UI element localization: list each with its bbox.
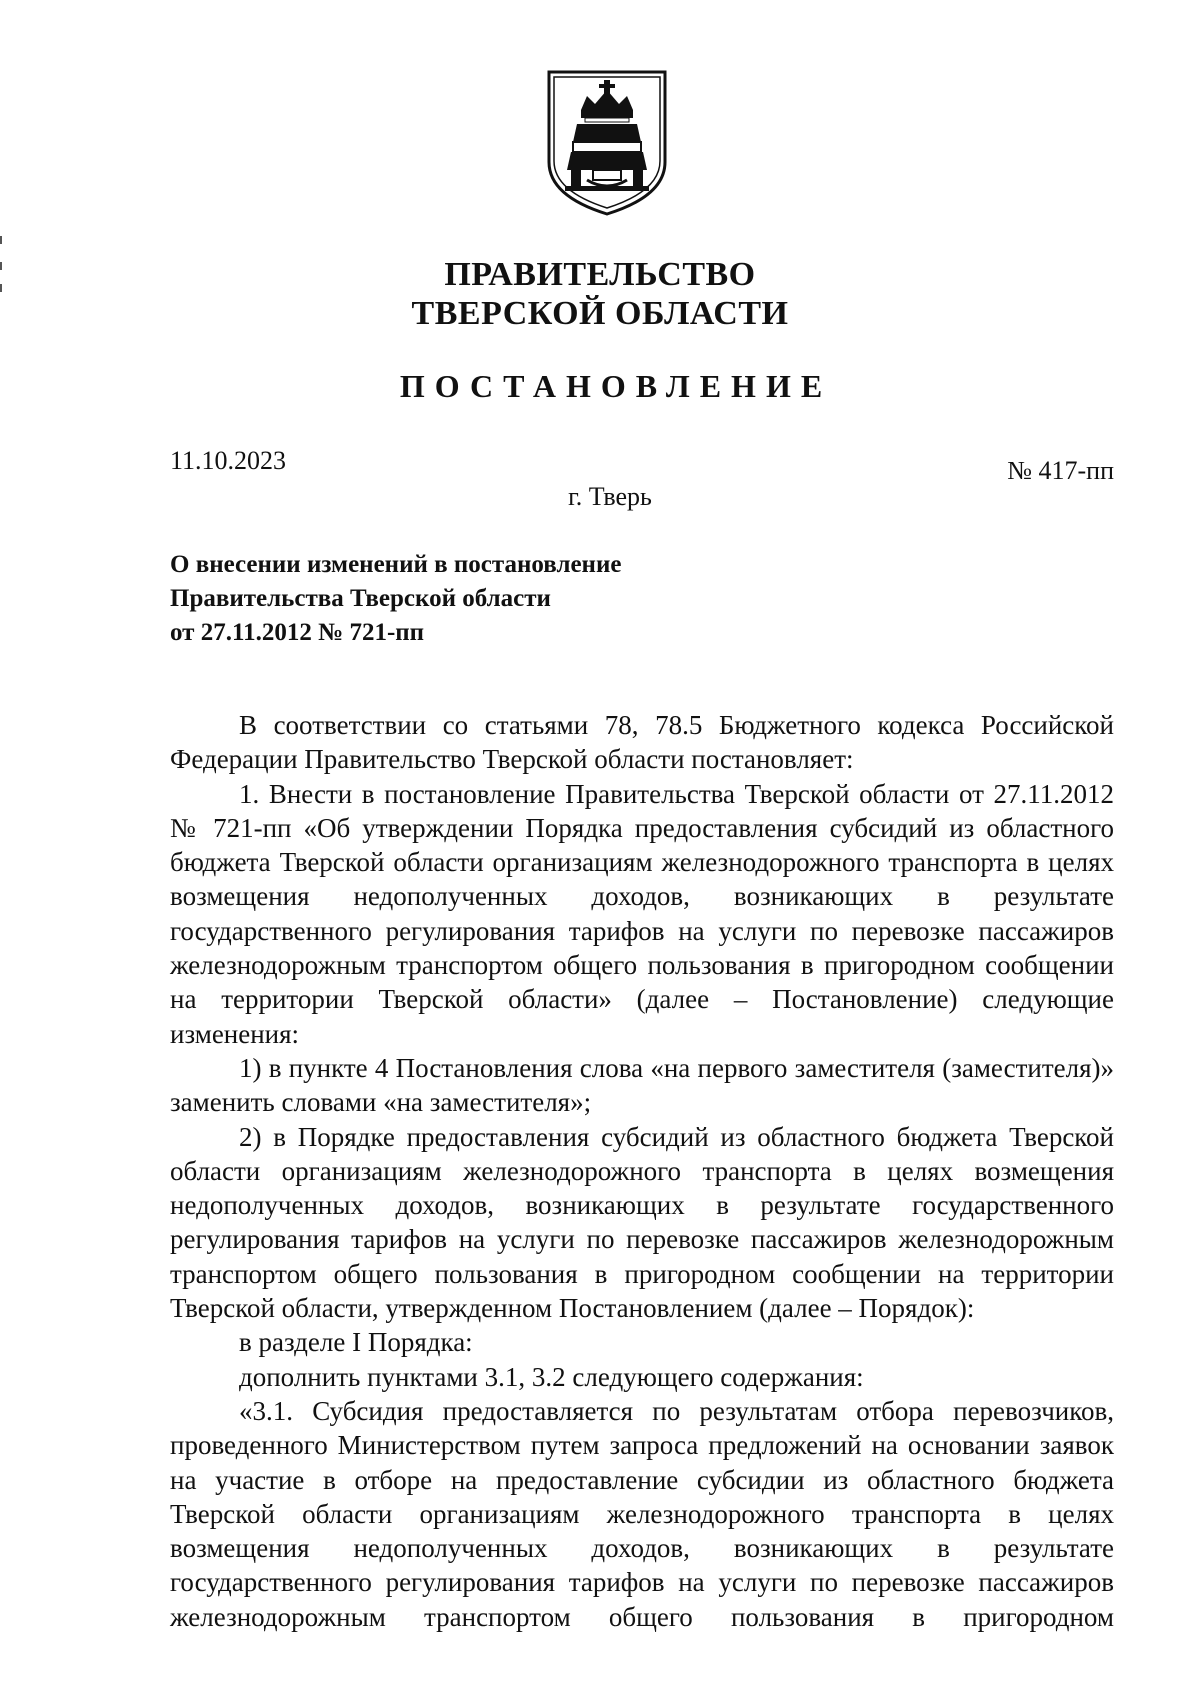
subject-line3: от 27.11.2012 № 721-пп [170, 619, 425, 646]
paragraph-section-ref: в разделе I Порядка: [239, 1327, 473, 1358]
subject-line1: О внесении изменений в постановление [170, 551, 622, 578]
document-subject [170, 548, 621, 650]
paragraph-subitem-2: 2) в Порядке предоставления субсидий из областного бюджета Тверской области организациям железнодорожного транспорта в целях возмещения недополученных доходов, возникающих в результате государственного регулирования тарифов на услуги по перевозке пассажиров железнодорожным транспортом общего пользования в пригородном сообщении на территории Тверской области, утвержденном Постановлением (далее – Порядок): [170, 1121, 1114, 1324]
org-title-line2: ТВЕРСКОЙ ОБЛАСТИ [411, 295, 789, 332]
document-number: № 417-пп [1007, 456, 1114, 485]
document-date: 11.10.2023 [170, 446, 287, 475]
document-city: г. Тверь [568, 482, 652, 511]
paragraph-subitem-1: 1) в пункте 4 Постановления слова «на первого заместителя (заместителя)» заменить словами «на заместителя»; [170, 1052, 1114, 1118]
scan-mark [0, 262, 2, 270]
document-body [170, 708, 1114, 1634]
tver-coat-of-arms-icon [543, 66, 671, 218]
org-title-line1: ПРАВИТЕЛЬСТВО [444, 256, 756, 293]
paragraph-item-1: 1. Внести в постановление Правительства Тверской области от 27.11.2012 № 721-пп «Об утверждении Порядка предоставления субсидий из областного бюджета Тверской области организациям железнодорожного транспорта в целях возмещения недополученных доходов, возникающих в результате государственного регулирования тарифов на услуги по перевозке пассажиров железнодорожным транспортом общего пользования в пригородном сообщении на территории Тверской области» (далее – Постановление) следующие изменения: [170, 778, 1114, 1049]
scan-mark [0, 284, 2, 292]
document-type: ПОСТАНОВЛЕНИЕ [399, 368, 833, 404]
paragraph-point-3-1: «3.1. Субсидия предоставляется по результатам отбора перевозчиков, проведенного Министерством путем запроса предложений на основании заявок на участие в отборе на предоставление субсидии из областного бюджета Тверской области организациям железнодорожного транспорта в целях возмещения недополученных доходов, возникающих в результате государственного регулирования тарифов на услуги по перевозке пассажиров железнодорожным транспортом общего пользования в пригородном [170, 1395, 1114, 1632]
subject-line2: Правительства Тверской области [170, 585, 551, 612]
scan-mark [0, 236, 2, 244]
paragraph-preamble: В соответствии со статьями 78, 78.5 Бюджетного кодекса Российской Федерации Правительство Тверской области постановляет: [170, 710, 1114, 775]
paragraph-add-points: дополнить пунктами 3.1, 3.2 следующего содержания: [239, 1361, 864, 1392]
